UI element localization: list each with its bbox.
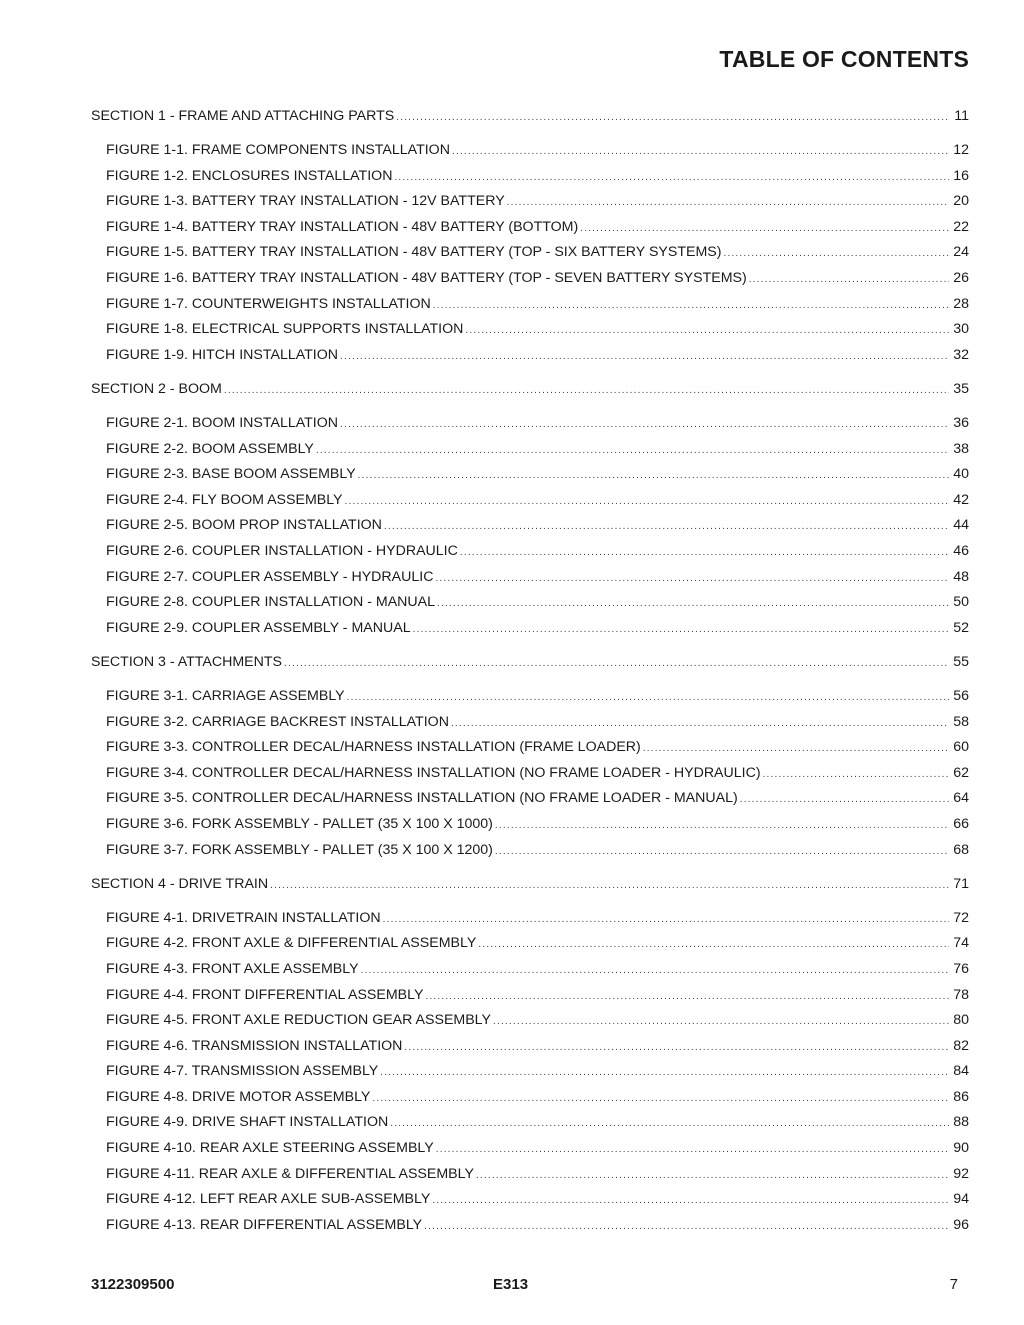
toc-entry-label: FIGURE 3-5. CONTROLLER DECAL/HARNESS INSTALLATION (NO FRAME LOADER - MANUAL) — [106, 790, 738, 807]
toc-figure-entry[interactable] — [91, 437, 969, 463]
toc-dot-leader — [437, 591, 949, 616]
toc-entry-label: FIGURE 2-3. BASE BOOM ASSEMBLY — [106, 466, 356, 483]
toc-entry-page-number: 16 — [953, 167, 969, 184]
toc-figure-entry[interactable] — [91, 266, 969, 292]
toc-entry-page-number: 94 — [953, 1191, 969, 1208]
toc-figure-entry[interactable] — [91, 513, 969, 539]
toc-dot-leader — [424, 1214, 949, 1239]
toc-entry-label: FIGURE 3-4. CONTROLLER DECAL/HARNESS INSTALLATION (NO FRAME LOADER - HYDRAULIC) — [106, 764, 761, 781]
toc-entry-label: FIGURE 2-2. BOOM ASSEMBLY — [106, 440, 314, 457]
toc-dot-leader — [580, 216, 949, 241]
toc-entry-page-number: 20 — [953, 193, 969, 210]
toc-entry-page-number: 38 — [953, 440, 969, 457]
toc-figure-entry[interactable] — [91, 838, 969, 864]
toc-figure-entry[interactable] — [91, 539, 969, 565]
toc-dot-leader — [507, 190, 949, 215]
toc-entry-label: FIGURE 3-3. CONTROLLER DECAL/HARNESS INSTALLATION (FRAME LOADER) — [106, 739, 641, 756]
toc-dot-leader — [347, 685, 949, 710]
toc-entry-label: FIGURE 4-3. FRONT AXLE ASSEMBLY — [106, 960, 359, 977]
toc-entry-page-number: 76 — [953, 960, 969, 977]
toc-figure-entry[interactable] — [91, 317, 969, 343]
toc-entry-page-number: 96 — [953, 1216, 969, 1233]
toc-entry-label: FIGURE 2-7. COUPLER ASSEMBLY - HYDRAULIC — [106, 568, 434, 585]
toc-dot-leader — [413, 617, 949, 642]
toc-entry-page-number: 44 — [953, 517, 969, 534]
toc-figure-entry[interactable] — [91, 1085, 969, 1111]
toc-dot-leader — [740, 787, 949, 812]
toc-entry-page-number: 62 — [953, 764, 969, 781]
toc-dot-leader — [432, 1188, 949, 1213]
toc-entry-page-number: 42 — [953, 491, 969, 508]
toc-entry-label: FIGURE 1-3. BATTERY TRAY INSTALLATION - 12V BATTERY — [106, 193, 505, 210]
toc-figure-entry[interactable] — [91, 906, 969, 932]
toc-dot-leader — [476, 1163, 949, 1188]
toc-figure-entry[interactable] — [91, 164, 969, 190]
toc-entry-label: SECTION 3 - ATTACHMENTS — [91, 653, 283, 670]
toc-entry-label: FIGURE 1-7. COUNTERWEIGHTS INSTALLATION — [106, 295, 431, 312]
toc-entry-page-number: 28 — [953, 295, 969, 312]
toc-entry-page-number: 35 — [953, 380, 969, 397]
toc-entry-page-number: 24 — [953, 244, 969, 261]
toc-figure-entry[interactable] — [91, 1213, 969, 1239]
toc-dot-leader — [340, 412, 949, 437]
toc-figure-entry[interactable] — [91, 590, 969, 616]
toc-figure-entry[interactable] — [91, 1034, 969, 1060]
toc-entry-label: FIGURE 4-12. LEFT REAR AXLE SUB-ASSEMBLY — [106, 1191, 431, 1208]
toc-figure-entry[interactable] — [91, 812, 969, 838]
toc-entry-page-number: 26 — [953, 270, 969, 287]
toc-dot-leader — [451, 711, 949, 736]
toc-figure-entry[interactable] — [91, 761, 969, 787]
toc-section-entry[interactable] — [91, 104, 969, 130]
toc-entry-label: FIGURE 2-5. BOOM PROP INSTALLATION — [106, 517, 382, 534]
toc-figure-entry[interactable] — [91, 1136, 969, 1162]
toc-dot-leader — [452, 139, 949, 164]
toc-entry-page-number: 88 — [953, 1114, 969, 1131]
toc-dot-leader — [495, 839, 949, 864]
toc-dot-leader — [270, 873, 949, 898]
toc-figure-entry[interactable] — [91, 1187, 969, 1213]
toc-entry-page-number: 58 — [953, 713, 969, 730]
toc-entry-page-number: 50 — [953, 594, 969, 611]
toc-entry-label: FIGURE 2-6. COUPLER INSTALLATION - HYDRAULIC — [106, 543, 458, 559]
toc-figure-entry[interactable] — [91, 1110, 969, 1136]
toc-figure-entry[interactable] — [91, 684, 969, 710]
toc-entry-label: SECTION 1 - FRAME AND ATTACHING PARTS — [91, 108, 395, 124]
toc-dot-leader — [749, 267, 949, 292]
toc-figure-entry[interactable] — [91, 411, 969, 437]
toc-entry-label: FIGURE 4-6. TRANSMISSION INSTALLATION — [106, 1037, 403, 1054]
toc-entry-page-number: 12 — [953, 142, 969, 159]
toc-entry-page-number: 52 — [953, 619, 969, 636]
toc-entry-label: FIGURE 1-4. BATTERY TRAY INSTALLATION - 48V BATTERY (BOTTOM) — [106, 218, 579, 235]
toc-entry-page-number: 60 — [953, 739, 969, 756]
toc-figure-entry[interactable] — [91, 735, 969, 761]
toc-entry-label: FIGURE 4-8. DRIVE MOTOR ASSEMBLY — [106, 1088, 371, 1105]
toc-entry-label: SECTION 4 - DRIVE TRAIN — [91, 875, 269, 892]
toc-dot-leader — [460, 540, 949, 565]
toc-entry-label: FIGURE 1-9. HITCH INSTALLATION — [106, 346, 339, 363]
toc-entry-page-number: 82 — [953, 1037, 969, 1054]
page-title: TABLE OF CONTENTS — [719, 46, 969, 72]
toc-entry-page-number: 55 — [953, 653, 969, 670]
toc-entry-page-number: 86 — [953, 1088, 969, 1105]
toc-dot-leader — [383, 907, 949, 932]
toc-entry-page-number: 80 — [953, 1012, 969, 1029]
toc-dot-leader — [358, 463, 949, 488]
toc-figure-entry[interactable] — [91, 710, 969, 736]
toc-entry-page-number: 72 — [953, 909, 969, 926]
toc-entry-label: SECTION 2 - BOOM — [91, 380, 222, 397]
toc-entry-label: FIGURE 4-13. REAR DIFFERENTIAL ASSEMBLY — [106, 1216, 423, 1233]
toc-entry-page-number: 48 — [953, 568, 969, 585]
toc-dot-leader — [396, 105, 949, 130]
toc-dot-leader — [643, 736, 949, 761]
toc-entry-page-number: 90 — [953, 1140, 969, 1157]
toc-entry-label: FIGURE 2-1. BOOM INSTALLATION — [106, 415, 339, 432]
toc-entry-label: FIGURE 1-1. FRAME COMPONENTS INSTALLATION — [106, 142, 450, 159]
toc-dot-leader — [384, 514, 949, 539]
toc-entry-page-number: 84 — [953, 1063, 969, 1080]
toc-entry-page-number: 78 — [953, 986, 969, 1003]
toc-figure-entry[interactable] — [91, 1008, 969, 1034]
toc-figure-entry[interactable] — [91, 488, 969, 514]
toc-entry-page-number: 68 — [953, 841, 969, 858]
toc-dot-leader — [723, 241, 949, 266]
footer-model: E313 — [493, 1276, 529, 1293]
toc-entry-label: FIGURE 4-9. DRIVE SHAFT INSTALLATION — [106, 1114, 389, 1131]
toc-entry-label: FIGURE 2-8. COUPLER INSTALLATION - MANUAL — [106, 594, 435, 611]
toc-figure-entry[interactable] — [91, 1162, 969, 1188]
toc-figure-entry[interactable] — [91, 138, 969, 164]
toc-dot-leader — [478, 932, 949, 957]
toc-figure-entry[interactable] — [91, 957, 969, 983]
toc-section-entry[interactable] — [91, 650, 969, 676]
toc-dot-leader — [425, 984, 949, 1009]
toc-dot-leader — [394, 165, 949, 190]
toc-dot-leader — [340, 344, 949, 369]
toc-entry-page-number: 36 — [953, 415, 969, 432]
toc-entry-label: FIGURE 4-10. REAR AXLE STEERING ASSEMBLY — [106, 1140, 434, 1157]
toc-entry-page-number: 74 — [953, 935, 969, 952]
toc-dot-leader — [390, 1111, 949, 1136]
toc-entry-page-number: 66 — [953, 815, 969, 832]
toc-entry-page-number: 46 — [953, 543, 969, 559]
toc-entry-label: FIGURE 3-2. CARRIAGE BACKREST INSTALLATION — [106, 713, 449, 730]
footer-document-number: 3122309500 — [91, 1276, 175, 1293]
toc-figure-entry[interactable] — [91, 1059, 969, 1085]
toc-dot-leader — [436, 1137, 949, 1162]
toc-section-entry[interactable] — [91, 872, 969, 898]
footer-page-number: 7 — [949, 1276, 958, 1293]
toc-entry-label: FIGURE 2-4. FLY BOOM ASSEMBLY — [106, 491, 343, 508]
toc-dot-leader — [404, 1035, 949, 1060]
toc-entry-page-number: 40 — [953, 466, 969, 483]
toc-dot-leader — [316, 438, 949, 463]
toc-entry-page-number: 22 — [953, 218, 969, 235]
toc-entry-page-number: 11 — [954, 108, 969, 124]
toc-entry-label: FIGURE 4-2. FRONT AXLE & DIFFERENTIAL ASSEMBLY — [106, 935, 477, 952]
toc-entry-page-number: 71 — [953, 875, 969, 892]
toc-dot-leader — [345, 489, 949, 514]
toc-entry-label: FIGURE 4-7. TRANSMISSION ASSEMBLY — [106, 1063, 379, 1080]
toc-dot-leader — [465, 318, 949, 343]
toc-figure-entry[interactable] — [91, 215, 969, 241]
toc-entry-label: FIGURE 3-6. FORK ASSEMBLY - PALLET (35 X 100 X 1000) — [106, 815, 493, 832]
toc-figure-entry[interactable] — [91, 240, 969, 266]
toc-figure-entry[interactable] — [91, 983, 969, 1009]
toc-entry-label: FIGURE 4-4. FRONT DIFFERENTIAL ASSEMBLY — [106, 986, 424, 1003]
toc-entry-page-number: 32 — [953, 346, 969, 363]
toc-dot-leader — [433, 293, 949, 318]
toc-figure-entry[interactable] — [91, 616, 969, 642]
toc-dot-leader — [763, 762, 949, 787]
toc-dot-leader — [361, 958, 949, 983]
toc-dot-leader — [380, 1060, 949, 1085]
toc-figure-entry[interactable] — [91, 786, 969, 812]
toc-dot-leader — [224, 378, 949, 403]
toc-entry-label: FIGURE 1-2. ENCLOSURES INSTALLATION — [106, 167, 393, 184]
toc-entry-page-number: 56 — [953, 687, 969, 704]
toc-dot-leader — [372, 1086, 949, 1111]
toc-entry-label: FIGURE 4-1. DRIVETRAIN INSTALLATION — [106, 909, 381, 926]
toc-section-entry[interactable] — [91, 377, 969, 403]
toc-figure-entry[interactable] — [91, 292, 969, 318]
toc-figure-entry[interactable] — [91, 462, 969, 488]
toc-figure-entry[interactable] — [91, 565, 969, 591]
toc-entry-page-number: 30 — [953, 321, 969, 338]
toc-figure-entry[interactable] — [91, 343, 969, 369]
toc-dot-leader — [495, 813, 949, 838]
toc-entry-label: FIGURE 1-6. BATTERY TRAY INSTALLATION - 48V BATTERY (TOP - SEVEN BATTERY SYSTEMS) — [106, 270, 747, 287]
toc-entry-label: FIGURE 2-9. COUPLER ASSEMBLY - MANUAL — [106, 619, 411, 636]
toc-entry-label: FIGURE 3-1. CARRIAGE ASSEMBLY — [106, 687, 345, 704]
toc-dot-leader — [284, 651, 949, 676]
toc-figure-entry[interactable] — [91, 189, 969, 215]
toc-entry-label: FIGURE 1-5. BATTERY TRAY INSTALLATION - 48V BATTERY (TOP - SIX BATTERY SYSTEMS) — [106, 244, 722, 261]
toc-entry-label: FIGURE 3-7. FORK ASSEMBLY - PALLET (35 X 100 X 1200) — [106, 841, 493, 858]
toc-figure-entry[interactable] — [91, 931, 969, 957]
toc-entry-label: FIGURE 4-11. REAR AXLE & DIFFERENTIAL ASSEMBLY — [106, 1165, 474, 1182]
toc-entry-label: FIGURE 1-8. ELECTRICAL SUPPORTS INSTALLATION — [106, 321, 464, 338]
toc-entry-page-number: 64 — [953, 790, 969, 807]
table-of-contents — [91, 104, 969, 1238]
toc-dot-leader — [435, 566, 949, 591]
toc-dot-leader — [493, 1009, 949, 1034]
toc-entry-page-number: 92 — [953, 1165, 969, 1182]
toc-entry-label: FIGURE 4-5. FRONT AXLE REDUCTION GEAR ASSEMBLY — [106, 1012, 491, 1029]
